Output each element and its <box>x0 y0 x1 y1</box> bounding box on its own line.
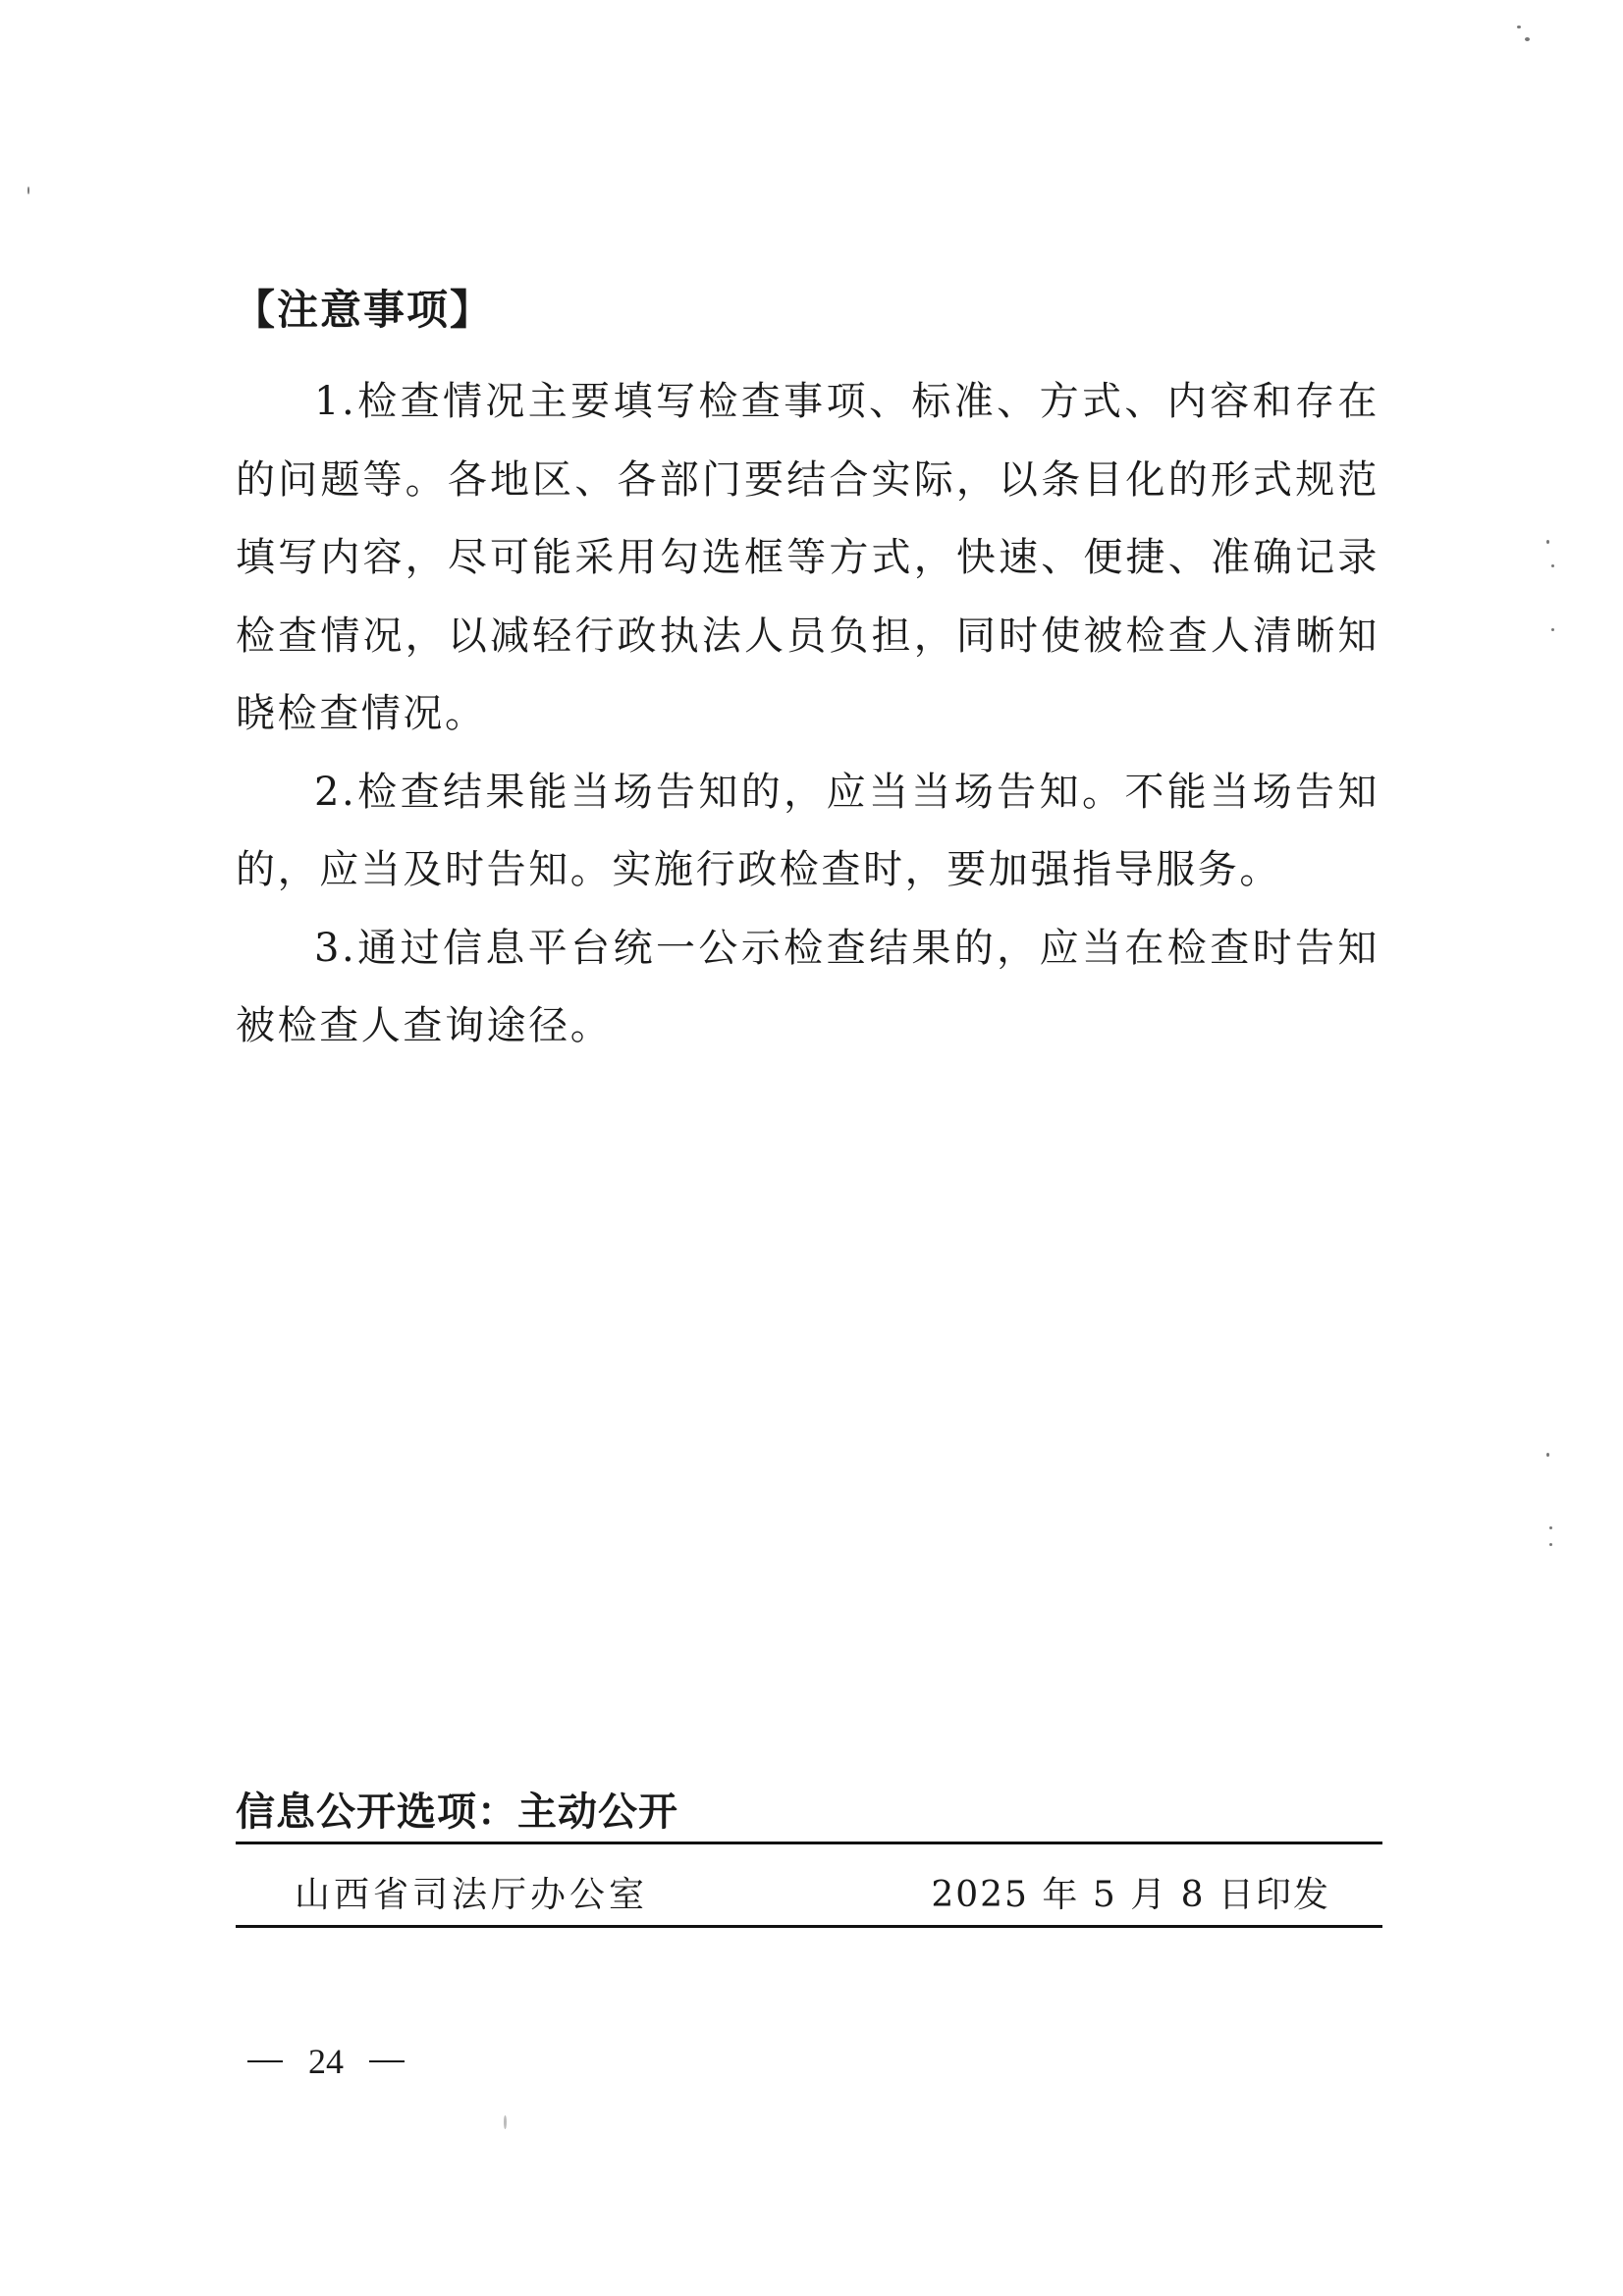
issue-date: 2025 年 5 月 8 日印发 <box>931 1875 1330 1915</box>
scan-speck <box>27 187 29 194</box>
note-item: 1.检查情况主要填写检查事项、标准、方式、内容和存在的问题等。各地区、各部门要结合实际，以条目化的形式规范填写内容，尽可能采用勾选框等方式，快速、便捷、准确记录检查情况，以减轻行政执法人员负担，同时使被检查人清晰知晓检查情况。 <box>236 379 1380 736</box>
page-number-value: 24 <box>308 2042 344 2081</box>
page-number-right-dash <box>369 2060 405 2062</box>
issuing-office: 山西省司法厅办公室 <box>295 1875 649 1915</box>
footer-top-rule <box>236 1842 1382 1844</box>
page-number-left-dash <box>247 2060 283 2062</box>
scan-speck <box>1549 1526 1552 1529</box>
scan-speck <box>1549 1543 1552 1546</box>
scan-speck <box>504 2115 507 2129</box>
scan-speck <box>1546 1453 1549 1457</box>
note-item: 3.通过信息平台统一公示检查结果的，应当在检查时告知被检查人查询途径。 <box>236 925 1380 1048</box>
scan-speck <box>1517 26 1521 28</box>
scan-speck <box>1525 37 1530 41</box>
footer-bottom-rule <box>236 1925 1382 1928</box>
page-number <box>247 2038 405 2085</box>
scan-speck <box>1551 564 1554 567</box>
notes-heading: 【注意事项】 <box>234 286 494 334</box>
notes-body <box>236 363 1380 1066</box>
scan-speck <box>1551 628 1554 631</box>
disclosure-option: 信息公开选项：主动公开 <box>236 1789 678 1835</box>
scan-speck <box>1546 540 1549 544</box>
note-item: 2.检查结果能当场告知的，应当当场告知。不能当场告知的，应当及时告知。实施行政检查时，要加强指导服务。 <box>236 769 1380 892</box>
